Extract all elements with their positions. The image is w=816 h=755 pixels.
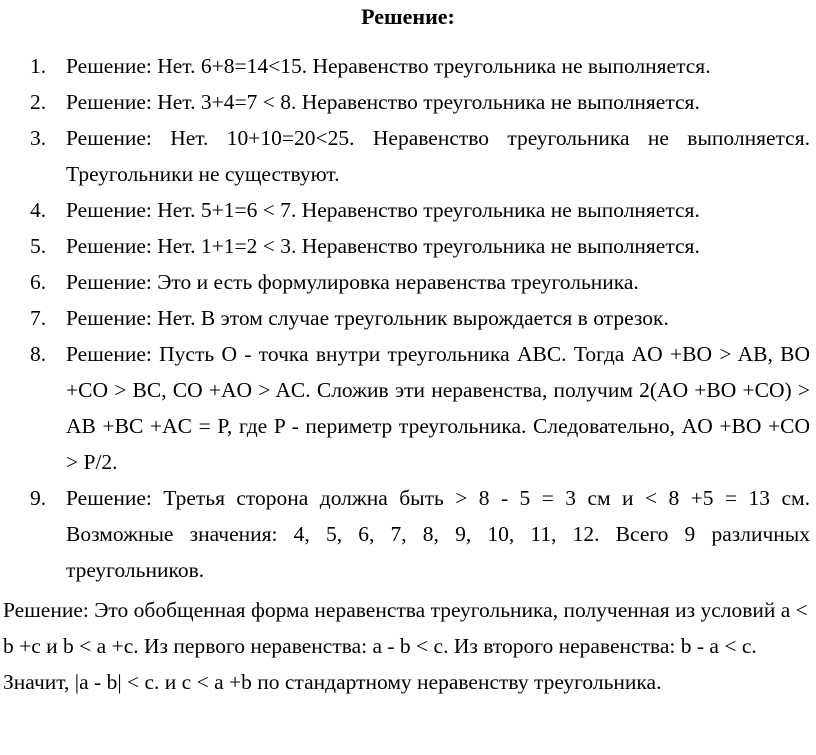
solution-item-4 xyxy=(0,192,816,228)
solution-item-3 xyxy=(0,120,816,192)
item-number: 3. xyxy=(30,126,47,150)
solution-item-2 xyxy=(0,84,816,120)
final-paragraph: Решение: Это обобщенная форма неравенства треугольника, полученная из условий a < b +c и b < a +c. Из первого неравенства: a - b < c. Из второго неравенства: b - a < c. Значит, |a - b| < c. и c < a +b по стандартному неравенству треугольника. xyxy=(3,598,808,694)
solution-item-5 xyxy=(0,228,816,264)
solution-item-1 xyxy=(0,48,816,84)
item-text: Решение: Это и есть формулировка неравенства треугольника. xyxy=(66,270,639,294)
item-number: 7. xyxy=(30,306,47,330)
solution-item-6 xyxy=(0,264,816,300)
item-text: Решение: Нет. 1+1=2 < 3. Неравенство треугольника не выполняется. xyxy=(66,234,700,258)
item-text: Решение: Нет. 3+4=7 < 8. Неравенство треугольника не выполняется. xyxy=(66,90,700,114)
item-number: 6. xyxy=(30,270,47,294)
item-number: 8. xyxy=(30,342,47,366)
solution-item-7 xyxy=(0,300,816,336)
solution-item-9 xyxy=(0,480,816,588)
item-text: Решение: Нет. 10+10=20<25. Неравенство треугольника не выполняется. Треугольники не существуют. xyxy=(66,126,810,186)
item-text: Решение: Пусть O - точка внутри треугольника ABC. Тогда AO +BO > AB, BO +CO > BC, CO +AO > AC. Сложив эти неравенства, получим 2(AO +BO +CO) > AB +BC +AC = P, где P - периметр треугольника. Следовательно, AO +BO +CO > P/2. xyxy=(66,342,810,474)
item-text: Решение: Нет. 6+8=14<15. Неравенство треугольника не выполняется. xyxy=(66,54,711,78)
item-text: Решение: Нет. В этом случае треугольник вырождается в отрезок. xyxy=(66,306,669,330)
solutions-list xyxy=(0,48,816,588)
item-number: 2. xyxy=(30,90,47,114)
item-number: 5. xyxy=(30,234,47,258)
solution-item-8 xyxy=(0,336,816,480)
page-title: Решение: xyxy=(361,4,455,29)
item-text: Решение: Третья сторона должна быть > 8 - 5 = 3 см и < 8 +5 = 13 см. Возможные значения: 4, 5, 6, 7, 8, 9, 10, 11, 12. Всего 9 различных треугольников. xyxy=(66,486,810,582)
item-number: 1. xyxy=(30,54,47,78)
item-number: 9. xyxy=(30,486,47,510)
item-number: 4. xyxy=(30,198,47,222)
item-text: Решение: Нет. 5+1=6 < 7. Неравенство треугольника не выполняется. xyxy=(66,198,700,222)
